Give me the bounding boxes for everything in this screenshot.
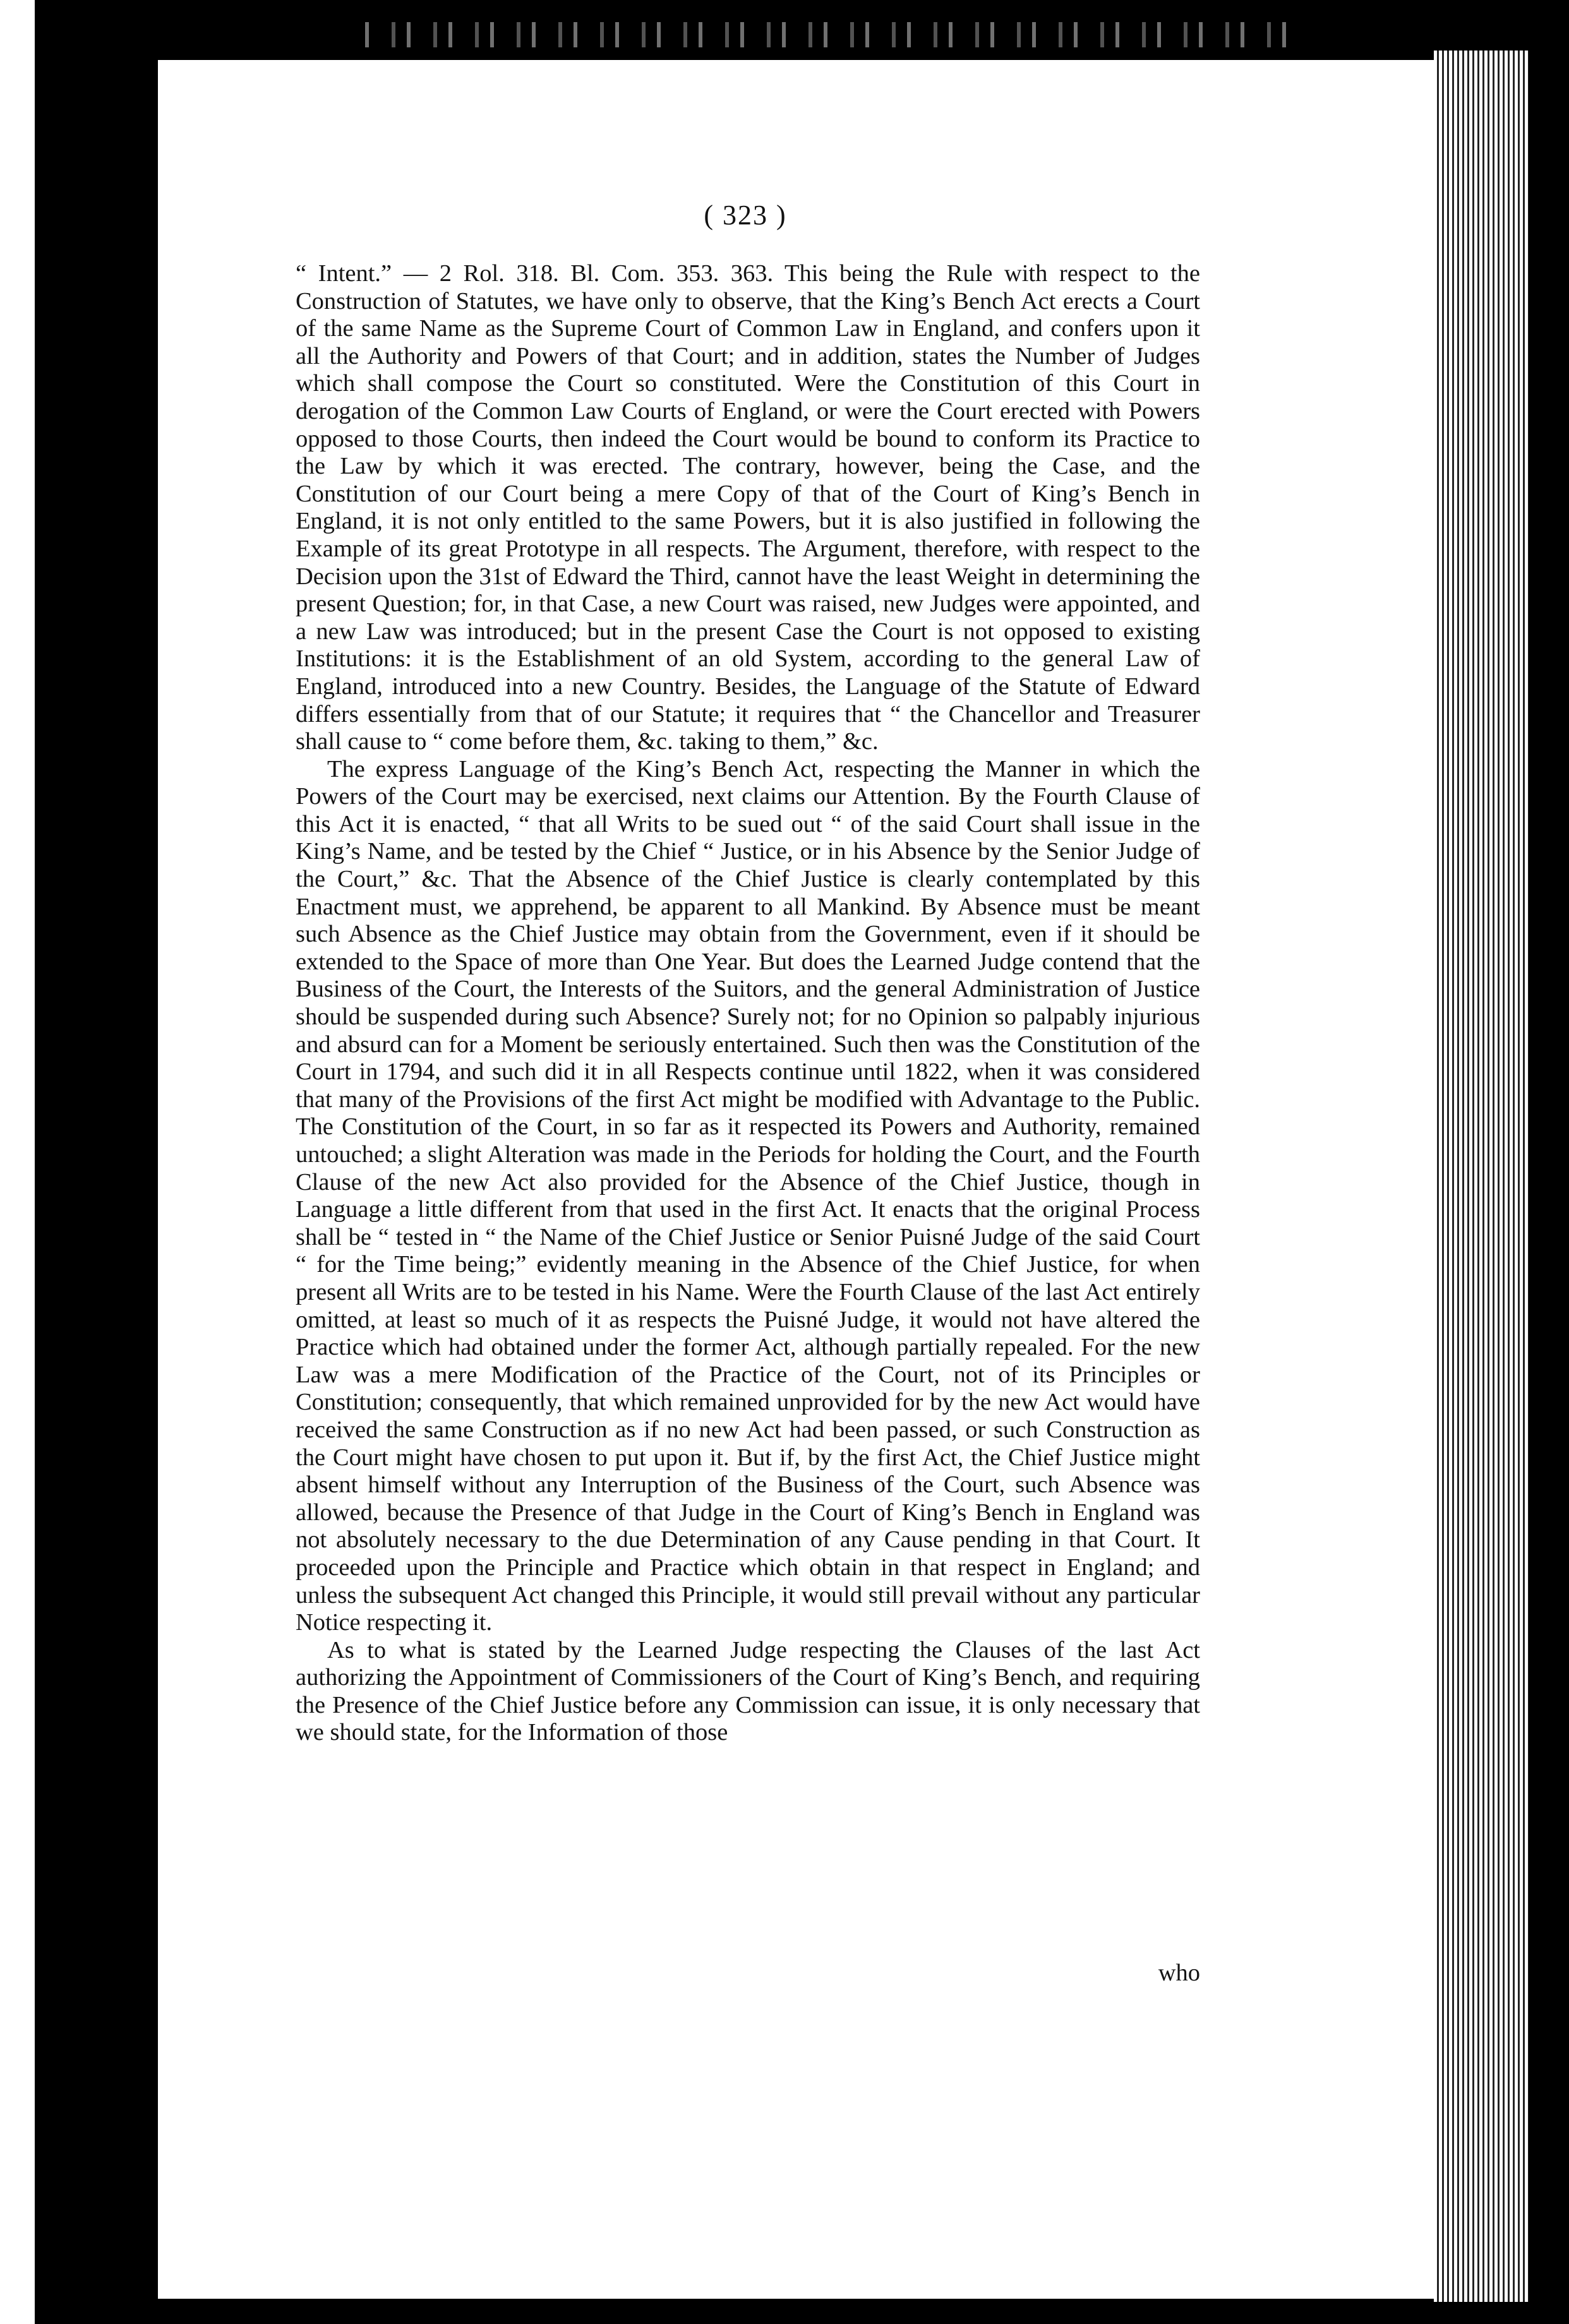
paragraph: As to what is stated by the Learned Judge respecting the Clauses of the last Act authorizing the Appointment of Commissioners of the Court of King’s Bench, and requiring the Presence of the Chief Justice before any Commission can issue, it is only necessary that we should state, for the Information of those bbox=[296, 1636, 1200, 1746]
paragraph: The express Language of the King’s Bench Act, respecting the Manner in which the Powers of the Court may be exercised, next claims our Attention. By the Fourth Clause of this Act it is enacted, “ that all Writs to be sued out “ of the said Court shall issue in the King’s Name, and be tested by the Chief “ Justice, or in his Absence by the Senior Judge of the Court,” &c. That the Absence of the Chief Justice is clearly contemplated by this Enactment must, we apprehend, be apparent to all Mankind. By Absence must be meant such Absence as the Chief Justice may obtain from the Government, even if it should be extended to the Space of more than One Year. But does the Learned Judge contend that the Business of the Court, the Interests of the Suitors, and the general Administration of Justice should be suspended during such Absence? Surely not; for no Opinion so palpably injurious and absurd can for a Moment be seriously entertained. Such then was the Constitution of the Court in 1794, and such did it in all Respects continue until 1822, when it was considered that many of the Provisions of the first Act might be modified with Advantage to the Public. The Constitution of the Court, in so far as it respected its Powers and Authority, remained untouched; a slight Alteration was made in the Periods for holding the Court, and the Fourth Clause of the new Act also provided for the Absence of the Chief Justice, though in Language a little different from that used in the first Act. It enacts that the original Process shall be “ tested in “ the Name of the Chief Justice or Senior Puisné Judge of the said Court “ for the Time being;” evidently meaning in the Absence of the Chief Justice, for when present all Writs are to be tested in his Name. Were the Fourth Clause of the last Act entirely omitted, at least so much of it as respects the Puisné Judge, it would not have altered the Practice which had obtained under the former Act, although partially repealed. For the new Law was a mere Modification of the Practice of the Court, not of its Principles or Constitution; consequently, that which remained unprovided for by the new Act would have received the same Construction as if no new Act had been passed, or such Construction as the Court might have chosen to put upon it. But if, by the first Act, the Chief Justice might absent himself without any Interruption of the Business of the Court, such Absence was allowed, because the Presence of that Judge in the Court of King’s Bench in England was not absolutely necessary to the due Determination of any Cause pending in that Court. It proceeded upon the Principle and Practice which obtain in that respect in England; and unless the subsequent Act changed this Principle, it would still prevail without any particular Notice respecting it. bbox=[296, 755, 1200, 1636]
facing-page-edge bbox=[0, 0, 35, 2324]
page-number: ( 323 ) bbox=[704, 200, 787, 231]
page-stack-edges bbox=[1434, 51, 1529, 2302]
paragraph: “ Intent.” — 2 Rol. 318. Bl. Com. 353. 363. This being the Rule with respect to the Construction of Statutes, we have only to observe, that the King’s Bench Act erects a Court of the same Name as the Supreme Court of Common Law in England, and confers upon it all the Authority and Powers of that Court; and in addition, states the Number of Judges which shall compose the Court so constituted. Were the Constitution of this Court in derogation of the Common Law Courts of England, or were the Court erected with Powers opposed to those Courts, then indeed the Court would be bound to conform its Practice to the Law by which it was erected. The contrary, however, being the Case, and the Constitution of our Court being a mere Copy of that of the Court of King’s Bench in England, it is not only entitled to the same Powers, but it is also justified in following the Example of its great Prototype in all respects. The Argument, therefore, with respect to the Decision upon the 31st of Edward the Third, cannot have the least Weight in determining the present Question; for, in that Case, a new Court was raised, new Judges were appointed, and a new Law was introduced; but in the present Case the Court is not opposed to existing Institutions: it is the Establishment of an old System, according to the general Law of England, introduced into a new Country. Besides, the Language of the Statute of Edward differs essentially from that of our Statute; it requires that “ the Chancellor and Treasurer shall cause to “ come before them, &c. taking to them,” &c. bbox=[296, 260, 1200, 755]
scan-border-noise bbox=[354, 22, 1301, 47]
catchword: who bbox=[1158, 1960, 1200, 1986]
body-text bbox=[296, 260, 1200, 1747]
